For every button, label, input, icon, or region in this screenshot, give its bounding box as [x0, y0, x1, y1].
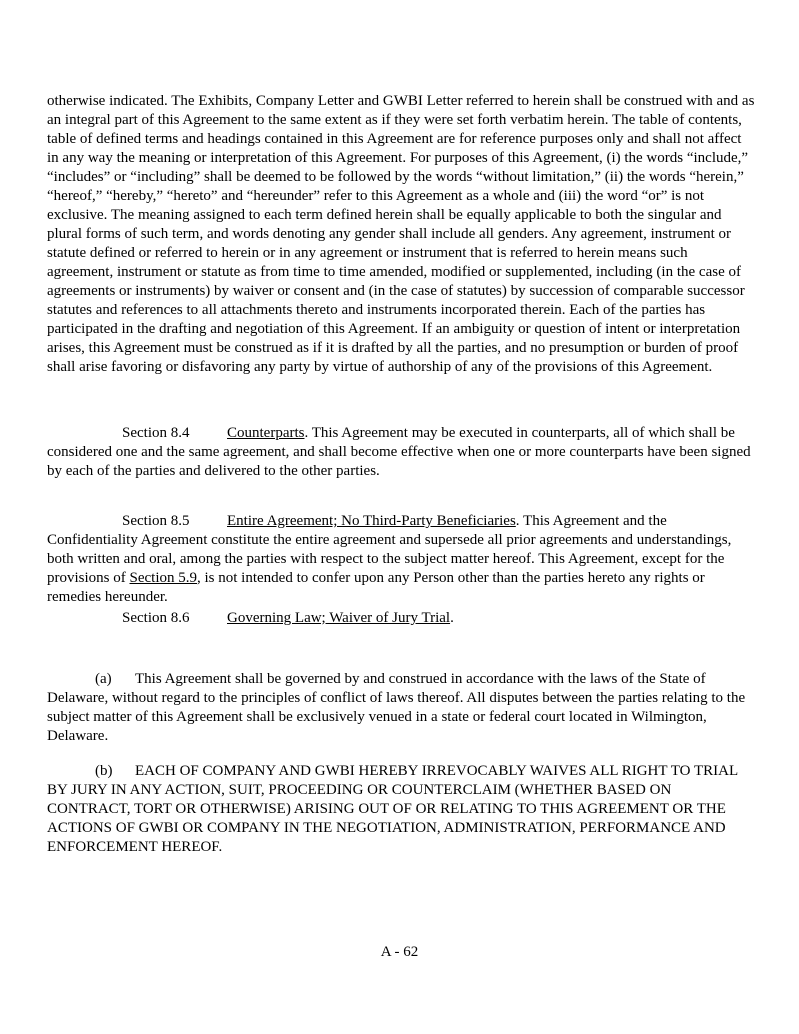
subsection-text: EACH OF COMPANY AND GWBI HEREBY IRREVOCABLY WAIVES ALL RIGHT TO TRIAL BY JURY IN ANY ACTION, SUIT, PROCEEDING OR COUNTERCLAIM (WHETHER BASED ON CONTRACT, TORT OR OTHERWISE) ARISING OUT OF OR RELATING TO THIS AGREEMENT OR THE ACTIONS OF GWBI OR COMPANY IN THE NEGOTIATION, ADMINISTRATION, PERFORMANCE AND ENFORCEMENT HEREOF.	[47, 763, 738, 855]
section-heading-governing-law: Governing Law; Waiver of Jury Trial	[227, 610, 451, 626]
section-number: Section 8.4	[122, 425, 190, 441]
subsection-label: (a)	[95, 671, 112, 687]
subsection-text: This Agreement shall be governed by and construed in accordance with the laws of the State of Delaware, without regard to the principles of conflict of laws thereof. All disputes between the parties relating to the subject matter of this Agreement shall be exclusively venued in a state or federal court located in Wilmington, Delaware.	[47, 671, 746, 744]
page-number: A - 62	[380, 944, 419, 960]
section-8-6-subsection-a	[47, 670, 755, 746]
section-text: . This Agreement and the Confidentiality Agreement constitute the entire agreement and supersede all prior agreements and understandings, both written and oral, among the parties with respect to the subject matter hereof. This Agreement, except for the provisions of	[47, 513, 732, 586]
subsection-label: (b)	[95, 763, 113, 779]
section-8-4-paragraph	[47, 424, 755, 481]
section-text: . This Agreement may be executed in counterparts, all of which shall be considered one and the same agreement, and shall become effective when one or more counterparts have been signed by each of the parties and delivered to the other parties.	[47, 425, 751, 479]
section-8-6-subsection-b	[47, 762, 755, 857]
section-5-9-reference: Section 5.9	[129, 570, 197, 586]
section-8-6-heading-line	[47, 609, 755, 628]
section-text: , is not intended to confer upon any Person other than the parties hereto any rights or remedies hereunder.	[47, 570, 705, 605]
section-heading-entire-agreement: Entire Agreement; No Third-Party Beneficiaries	[227, 513, 516, 529]
section-number: Section 8.6	[122, 610, 190, 626]
intro-paragraph: otherwise indicated. The Exhibits, Company Letter and GWBI Letter referred to herein shall be construed with and as an integral part of this Agreement to the same extent as if they were set forth verbatim herein. The table of contents, table of defined terms and headings contained in this Agreement are for reference purposes only and shall not affect in any way the meaning or interpretation of this Agreement. For purposes of this Agreement, (i) the words “include,” “includes” or “including” shall be deemed to be followed by the words “without limitation,” (ii) the words “herein,” “hereof,” “hereby,” “hereto” and “hereunder” refer to this Agreement as a whole and (iii) the word “or” is not exclusive. The meaning assigned to each term defined herein shall be equally applicable to both the singular and plural forms of such term, and words denoting any gender shall include all genders. Any agreement, instrument or statute defined or referred to herein or in any agreement or instrument that is referred to herein means such agreement, instrument or statute as from time to time amended, modified or supplemented, including (in the case of agreements or instruments) by waiver or consent and (in the case of statutes) by succession of comparable successor statutes and references to all attachments thereto and instruments incorporated therein. Each of the parties has participated in the drafting and negotiation of this Agreement. If an ambiguity or question of intent or interpretation arises, this Agreement must be construed as if it is drafted by all the parties, and no presumption or burden of proof shall arise favoring or disfavoring any party by virtue of authorship of any of the provisions of this Agreement.	[47, 93, 755, 375]
section-8-5-paragraph	[47, 512, 755, 607]
section-heading-counterparts: Counterparts	[227, 425, 305, 441]
heading-suffix: .	[450, 610, 454, 626]
section-number: Section 8.5	[122, 513, 190, 529]
